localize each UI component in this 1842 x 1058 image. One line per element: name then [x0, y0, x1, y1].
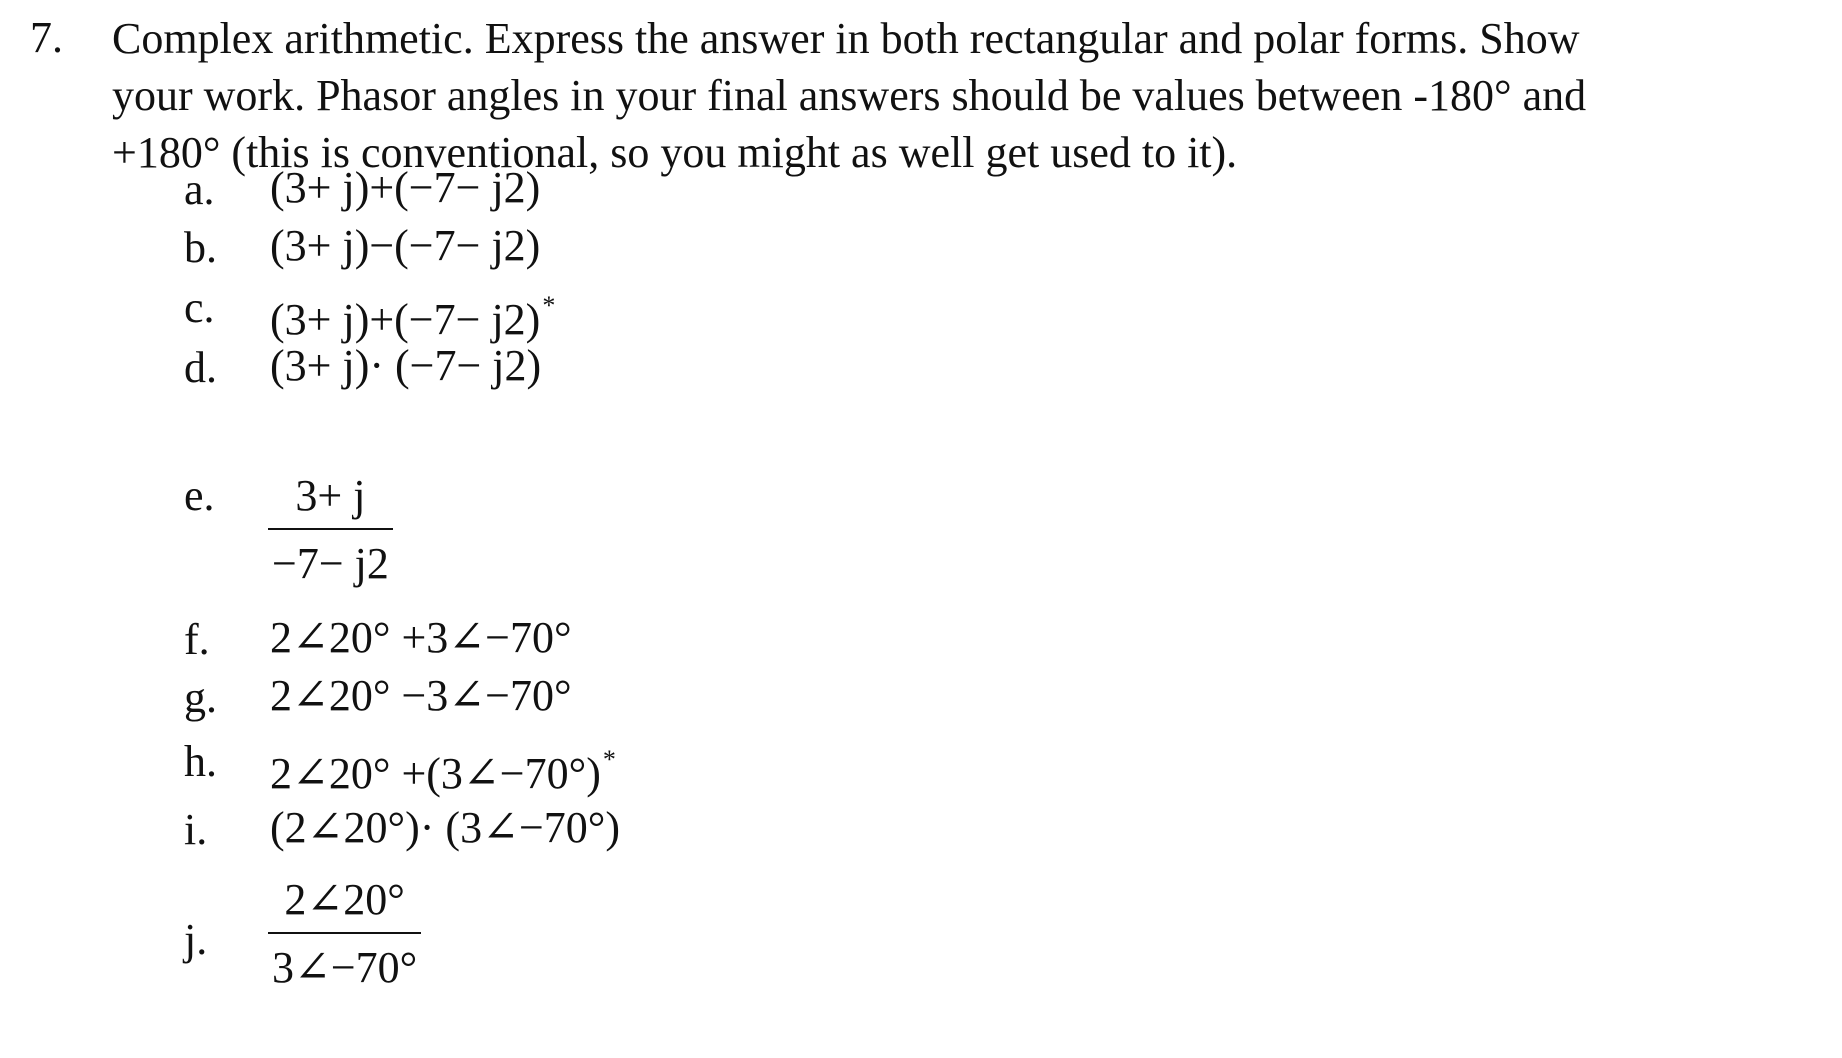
- expression: 2∠20° +(3∠−70°): [270, 749, 601, 798]
- denominator: −7− j2: [272, 539, 389, 588]
- fraction-j: [268, 872, 421, 996]
- part-label: g.: [184, 673, 217, 722]
- problem-line-3: +180° (this is conventional, so you might as well get used to it).: [112, 128, 1238, 177]
- denominator: 3∠−70°: [272, 943, 418, 992]
- expression: 2∠20° −3∠−70°: [270, 671, 572, 720]
- numerator: 2∠20°: [284, 875, 405, 924]
- part-label: b.: [184, 223, 217, 272]
- part-label: j.: [184, 915, 208, 964]
- expression: (3+ j)· (−7− j2): [270, 341, 542, 390]
- expression: (3+ j)+(−7− j2): [270, 163, 541, 212]
- part-label: h.: [184, 737, 217, 786]
- part-label: e.: [184, 471, 215, 520]
- part-label: c.: [184, 283, 215, 332]
- expression: (3+ j)+(−7− j2): [270, 295, 541, 344]
- conjugate-mark: *: [542, 291, 556, 320]
- fraction-e: [268, 468, 393, 592]
- part-label: f.: [184, 615, 210, 664]
- part-g: [0, 664, 1842, 734]
- problem-line-2: your work. Phasor angles in your final answers should be values between -180° and: [112, 71, 1587, 120]
- part-h: [0, 728, 1842, 798]
- part-i: [0, 796, 1842, 866]
- problem-line-1: Complex arithmetic. Express the answer in both rectangular and polar forms. Show: [112, 14, 1580, 63]
- conjugate-mark: *: [602, 745, 616, 774]
- part-label: d.: [184, 343, 217, 392]
- fraction-bar: [268, 528, 393, 530]
- part-d: [0, 334, 1842, 404]
- expression: (3+ j)−(−7− j2): [270, 221, 541, 270]
- numerator: 3+ j: [295, 471, 366, 520]
- expression: (2∠20°)· (3∠−70°): [270, 803, 621, 852]
- problem-number: 7.: [30, 13, 63, 62]
- part-label: a.: [184, 165, 215, 214]
- part-label: i.: [184, 805, 208, 854]
- expression-with-conjugate: [270, 732, 616, 802]
- fraction-bar: [268, 932, 421, 934]
- expression: 2∠20° +3∠−70°: [270, 613, 572, 662]
